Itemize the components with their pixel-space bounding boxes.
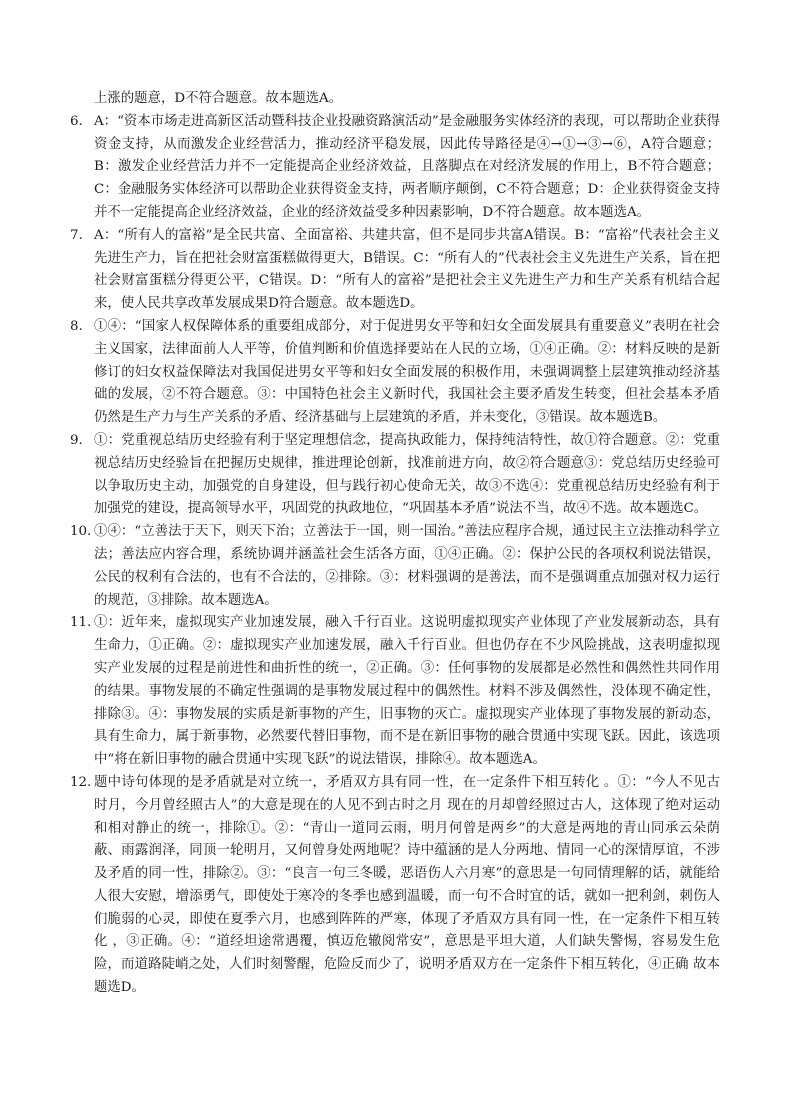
question-number: 9. [70,432,83,448]
continued-paragraph: 上涨的题意，D不符合题意。故本题选A。 [94,91,343,106]
question-number: 10. [70,524,92,540]
answer-item-8 [70,316,720,430]
explanation-text: ①④：“立善法于天下，则天下治；立善法于一国，则一国治。”善法应程序合规，通过民主立法推动科学立法；善法应内容合理，系统协调并涵盖社会生活各方面，①④正确。②：保护公民的各项权利说法错误，公民的权利有合法的，也有不合法的，②排除。③：材料强调的是善法，而不是强调重点加强对权力运行的规范，③排除。故本题选A。 [94,524,720,608]
question-number: 12. [70,774,92,790]
explanation-text: A：“资本市场走进高新区活动暨科技企业投融资路演活动”是金融服务实体经济的表现，可以帮助企业获得资金支持，从而激发企业经营活力，推动经济平稳发展，因此传导路径是④→①→③→⑥，A符合题意；B：激发企业经营活力并不一定能提高企业经济效益，且落脚点在对经济发展的作用上，B不符合题意；C：金融服务实体经济可以帮助企业获得资金支持，两者顺序颠倒，C不符合题意；D：企业获得资金支持并不一定能提高企业经济效益，企业的经济效益受多种因素影响，D不符合题意。故本题选A。 [94,113,720,220]
question-number: 6. [70,113,83,129]
question-number: 7. [70,227,83,243]
question-number: 11. [70,615,92,631]
answer-item-11 [70,612,720,772]
explanation-text: 题中诗句体现的是矛盾就是对立统一，矛盾双方具有同一性，在一定条件下相互转化 。①：“今人不见古时月，今月曾经照古人”的大意是现在的人见不到古时之月 现在的月却曾经照过古人，这体现了绝对运动和相对静止的统一，排除①。②：“青山一道同云雨，明月何曾是两乡”的大意是两地的青山同承云朵荫蔽、雨露润泽，同顶一轮明月，又何曾身处两地呢？诗中蕴涵的是人分两地、情同一心的深情厚谊，不涉及矛盾的同一性，排除②。③：“良言一句三冬暖，恶语伤人六月寒”的意思是一句同情理解的话，就能给人很大安慰，增添勇气，即使处于寒冷的冬季也感到温暖，而一句不合时宜的话，就如一把利剑，刺伤人们脆弱的心灵，即使在夏季六月，也感到阵阵的严寒，体现了矛盾双方具有同一性，在一定条件下相互转化 ，③正确。④：“道经坦途常遇覆，慎迈危辙阅常安”，意思是平坦大道，人们缺失警惕，容易发生危险，而道路陡峭之处，人们时刻警醒，危险反而少了，说明矛盾双方在一定条件下相互转化，④正确 故本题选D。 [94,774,720,996]
answer-item-9 [70,430,720,521]
explanation-text: ①④：“国家人权保障体系的重要组成部分，对于促进男女平等和妇女全面发展具有重要意义”表明在社会主义国家，法律面前人人平等，价值判断和价值选择要站在人民的立场，①④正确。②：材料反映的是新修订的妇女权益保障法对我国促进男女平等和妇女全面发展的积极作用，未强调调整上层建筑推动经济基础的发展，②不符合题意。③：中国特色社会主义新时代，我国社会主要矛盾发生转变，但社会基本矛盾仍然是生产力与生产关系的矛盾、经济基础与上层建筑的矛盾，并未变化，③错误。故本题选B。 [94,318,720,426]
answer-item-12 [70,772,720,1000]
question-number: 8. [70,318,83,334]
explanation-text: ①：党重视总结历史经验有利于坚定理想信念，提高执政能力，保持纯洁特性，故①符合题意。②：党重视总结历史经验旨在把握历史规律，推进理论创新，找准前进方向，故②符合题意③：党总结历史经验可以争取历史主动，加强党的自身建设，但与践行初心使命无关，故③不选④：党重视总结历史经验有利于加强党的建设，提高领导水平，巩固党的执政地位，“巩固基本矛盾”说法不当，故④不选。故本题选C。 [94,432,720,517]
answer-item-7 [70,225,720,316]
answer-explanations [70,88,720,1000]
explanation-text: ①：近年来，虚拟现实产业加速发展，融入千行百业。这说明虚拟现实产业体现了产业发展新动态，具有生命力，①正确。②：虚拟现实产业加速发展，融入千行百业。但也仍存在不少风险挑战，这表明虚拟现实产业发展的过程是前进性和曲折性的统一，②正确。③：任何事物的发展都是必然性和偶然性共同作用的结果。事物发展的不确定性强调的是事物发展过程中的偶然性。材料不涉及偶然性，没体现不确定性，排除③。④：事物发展的实质是新事物的产生，旧事物的灭亡。虚拟现实产业体现了事物发展的新动态，具有生命力，属于新事物，必然要代替旧事物，而不是在新旧事物的融合贯通中实现飞跃。因此，该选项中“将在新旧事物的融合贯通中实现飞跃”的说法错误，排除④。故本题选A。 [94,615,720,768]
explanation-text: A：“所有人的富裕”是全民共富、全面富裕、共建共富，但不是同步共富A错误。B：“富裕”代表社会主义先进生产力，旨在把社会财富蛋糕做得更大，B错误。C：“所有人的”代表社会主义先进生产关系，旨在把社会财富蛋糕分得更公平，C错误。D：“所有人的富裕”是把社会主义先进生产力和生产关系有机结合起来，使人民共享改革发展成果D符合题意。故本题选D。 [94,227,720,312]
answer-item-6 [70,111,720,225]
answer-item-10 [70,521,720,612]
